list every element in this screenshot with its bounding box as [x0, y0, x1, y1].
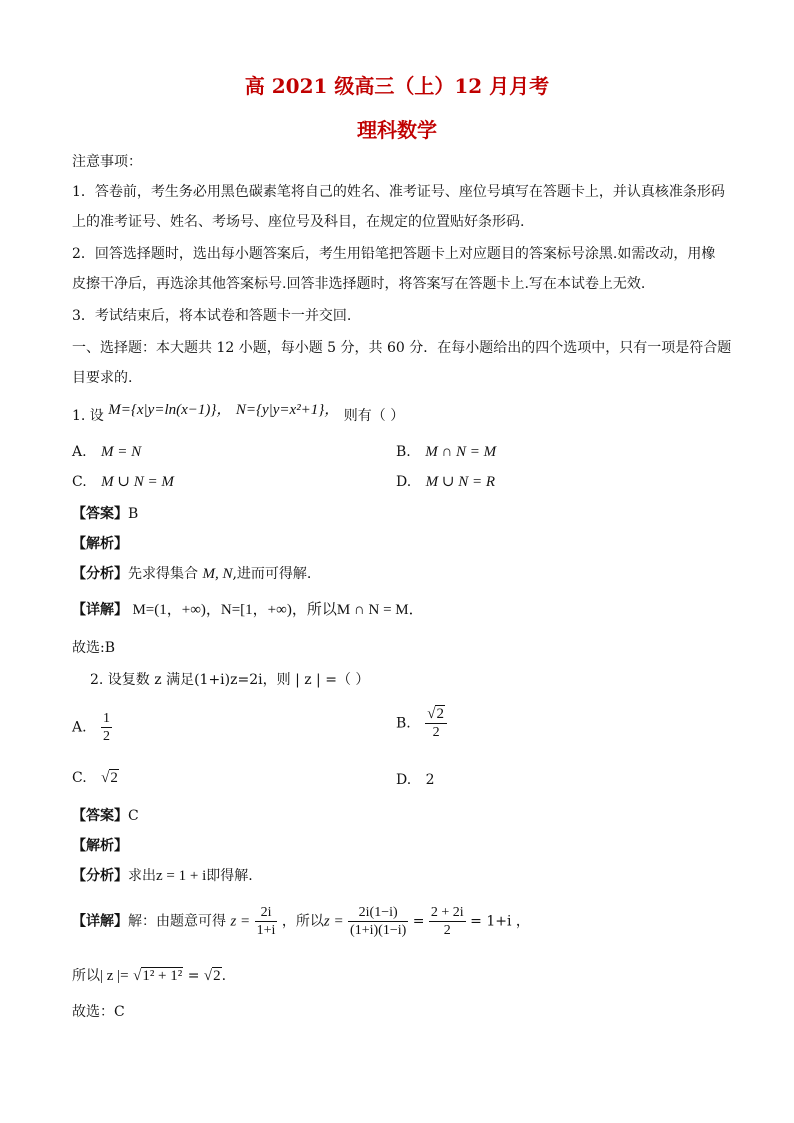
question-1-stem: [72, 402, 405, 426]
fenxi-text-b: 即得解.: [206, 868, 253, 884]
question-2-modulus: [72, 966, 226, 986]
detail-z: z =: [230, 913, 251, 930]
option-b-numerator: 2: [436, 706, 444, 722]
option-a-fraction: [101, 710, 112, 745]
detail-text: M=(1，+∞)，N=[1，+∞)，所以M ∩ N = M．: [132, 602, 424, 618]
question-2-stem: 2. 设复数 z 满足(1+i)z=2i，则 | z | =（ ）: [90, 672, 370, 688]
modulus-equals: =: [187, 968, 200, 984]
question-1-option-c: [72, 472, 174, 492]
question-1-fenxi: [72, 564, 311, 584]
option-c-label: C.: [72, 770, 87, 786]
detail-fraction-1: [255, 904, 278, 939]
question-2-option-a: [72, 710, 112, 745]
answer-tag: 【答案】: [72, 808, 128, 824]
modulus-sqrt: √1² + 1²: [133, 968, 183, 984]
question-1-choose: 故选:B: [72, 640, 116, 656]
notice-item-2-line-2: 皮擦干净后，再选涂其他答案标号.回答非选择题时，将答案写在答题卡上.写在本试卷上无效.: [72, 276, 646, 292]
notice-item-1-line-1: 1．答卷前，考生务必用黑色碳素笔将自己的姓名、准考证号、座位号填写在答题卡上，并认真核准条形码: [72, 184, 725, 200]
fraction-3-numerator: 2 + 2i: [430, 905, 464, 920]
answer-value: C: [128, 808, 139, 824]
question-1-option-b: [396, 442, 496, 462]
question-1-suffix: 则有（ ）: [343, 408, 405, 424]
question-1-set-n: N={y|y=x²+1}，: [235, 402, 340, 418]
detail-fraction-2: [348, 904, 408, 939]
option-d-text: 2: [425, 772, 435, 788]
detail-text-b: ，所以: [281, 913, 324, 930]
exam-title: 高 2021 级高三（上）12 月月考: [244, 74, 550, 98]
detail-tag: 【详解】: [72, 602, 128, 618]
detail-text-c: = 1+i ，: [470, 913, 530, 930]
option-c-text: M ∪ N = M: [101, 474, 174, 490]
option-b-fraction: [425, 706, 447, 741]
answer-value: B: [128, 506, 139, 522]
exam-subject: 理科数学: [357, 118, 437, 142]
question-1-set-m: M={x|y=ln(x−1)}，: [108, 402, 232, 418]
modulus-text-b: | z |=: [100, 968, 129, 984]
fenxi-math: z = 1 + i: [156, 868, 207, 884]
fenxi-math: M, N: [202, 566, 233, 582]
question-1-prefix: 1. 设: [72, 408, 104, 424]
option-a-text: M = N: [101, 444, 142, 460]
detail-z-2: z =: [323, 913, 344, 930]
detail-text-a: 解：由题意可得: [128, 913, 226, 930]
fraction-1-numerator: 2i: [255, 904, 278, 922]
question-2-analysis-tag: 【解析】: [72, 838, 128, 854]
detail-equals: =: [412, 913, 425, 930]
notice-item-1-line-2: 上的准考证号、姓名、考场号、座位号及科目，在规定的位置贴好条形码.: [72, 214, 525, 230]
option-d-text: M ∪ N = R: [425, 474, 495, 490]
question-2-option-c: [72, 768, 119, 788]
modulus-result-sqrt: √2: [203, 968, 221, 984]
option-b-sqrt: √2: [427, 706, 444, 722]
option-a-label: A.: [72, 444, 87, 460]
answer-tag: 【答案】: [72, 506, 128, 522]
fraction-2-denominator: (1+i)(1−i): [350, 923, 407, 938]
option-b-text: M ∩ N = M: [425, 444, 497, 460]
fraction-3-denominator: 2: [443, 923, 451, 938]
option-c-label: C.: [72, 474, 87, 490]
modulus-result: 2: [213, 968, 221, 984]
modulus-text-a: 所以: [72, 968, 100, 984]
question-2-answer: [72, 806, 139, 826]
option-d-label: D.: [396, 772, 412, 788]
detail-tag: 【详解】: [72, 913, 128, 930]
fraction-2-numerator: 2i(1−i): [348, 904, 408, 922]
option-a-denominator: 2: [103, 729, 111, 744]
section-heading-line-1: 一、选择题：本大题共 12 小题，每小题 5 分，共 60 分．在每小题给出的四个选项中，只有一项是符合题: [72, 340, 732, 356]
fenxi-tag: 【分析】: [72, 868, 128, 884]
option-a-numerator: 1: [103, 711, 111, 726]
fenxi-text-b: ,进而可得解.: [232, 566, 312, 582]
section-heading-line-2: 目要求的.: [72, 370, 133, 386]
question-1-option-d: [396, 472, 495, 492]
notice-item-2-line-1: 2．回答选择题时，选出每小题答案后，考生用铅笔把答题卡上对应题目的答案标号涂黑.如需改动，用橡: [72, 246, 716, 262]
notice-item-3: 3．考试结束后，将本试卷和答题卡一并交回.: [72, 308, 352, 324]
question-1-answer: [72, 504, 138, 524]
option-b-label: B.: [396, 444, 411, 460]
option-b-label: B.: [396, 715, 411, 732]
question-1-detail: [72, 600, 424, 620]
option-c-sqrt: √2: [101, 770, 118, 786]
detail-fraction-3: [429, 904, 466, 939]
fraction-1-denominator: 1+i: [256, 923, 276, 938]
question-1-option-a: [72, 442, 141, 462]
option-a-label: A.: [72, 719, 87, 736]
fenxi-text-a: 求出: [128, 868, 156, 884]
option-b-denominator: 2: [432, 725, 440, 740]
question-2-choose: 故选：C: [72, 1004, 125, 1020]
option-c-radicand: 2: [110, 770, 118, 786]
question-2-detail: [72, 904, 530, 939]
question-2-fenxi: [72, 866, 253, 886]
question-2-option-d: [396, 770, 435, 790]
modulus-radicand: 1² + 1²: [142, 968, 183, 984]
question-2-option-b: [396, 706, 447, 741]
fenxi-tag: 【分析】: [72, 566, 128, 582]
notice-heading: 注意事项：: [72, 154, 142, 170]
modulus-period: .: [221, 968, 227, 984]
fenxi-text-a: 先求得集合: [128, 566, 198, 582]
question-1-analysis-tag: 【解析】: [72, 536, 128, 552]
option-d-label: D.: [396, 474, 412, 490]
